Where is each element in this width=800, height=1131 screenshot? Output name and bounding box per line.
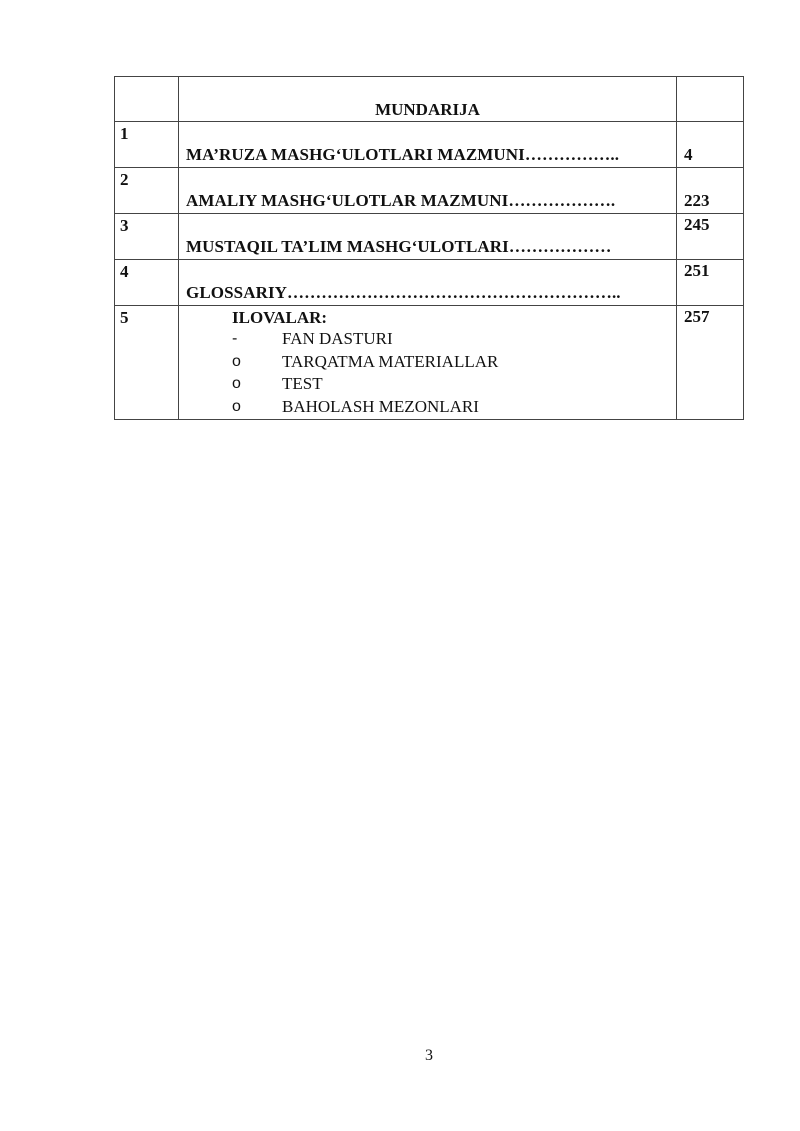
entry-number: 3 — [115, 214, 179, 260]
list-item — [232, 396, 676, 419]
appendix-cell — [179, 306, 677, 420]
entry-page: 257 — [684, 307, 710, 326]
entry-number: 4 — [115, 260, 179, 306]
toc-entry-5 — [115, 306, 744, 420]
list-item — [232, 328, 676, 351]
list-marker: o — [232, 397, 241, 415]
entry-page: 223 — [684, 191, 710, 210]
entry-page: 245 — [684, 215, 710, 234]
page-number: 3 — [425, 1047, 433, 1064]
toc-entry-1 — [115, 122, 744, 168]
list-item-text: FAN DASTURI — [282, 329, 393, 348]
list-item — [232, 373, 676, 396]
entry-title: AMALIY MASHG‘ULOTLAR MAZMUNI………………. — [186, 191, 616, 210]
toc-entry-2 — [115, 168, 744, 214]
entry-title: MA’RUZA MASHG‘ULOTLARI MAZMUNI…………….. — [186, 145, 620, 164]
list-item-text: TARQATMA MATERIALLAR — [282, 351, 499, 371]
entry-page: 4 — [684, 145, 693, 164]
list-marker: - — [232, 330, 238, 347]
toc-heading: MUNDARIJA — [375, 100, 480, 119]
list-item — [232, 351, 676, 374]
list-marker: o — [232, 352, 241, 370]
list-item-text: BAHOLASH MEZONLARI — [282, 396, 479, 416]
list-item-text: TEST — [282, 374, 323, 393]
entry-number: 1 — [115, 122, 179, 168]
appendix-list — [232, 328, 676, 418]
appendix-title: ILOVALAR: — [232, 308, 328, 327]
toc-entry-3 — [115, 214, 744, 260]
toc-entry-4 — [115, 260, 744, 306]
entry-number: 2 — [115, 168, 179, 214]
list-marker: o — [232, 375, 241, 392]
entry-page: 251 — [684, 261, 710, 280]
entry-number: 5 — [115, 306, 179, 420]
toc-heading-row — [115, 77, 744, 122]
entry-title: MUSTAQIL TA’LIM MASHG‘ULOTLARI……………… — [186, 237, 612, 256]
table-of-contents — [114, 76, 744, 420]
entry-title: GLOSSARIY………………………………………………….. — [186, 283, 621, 302]
